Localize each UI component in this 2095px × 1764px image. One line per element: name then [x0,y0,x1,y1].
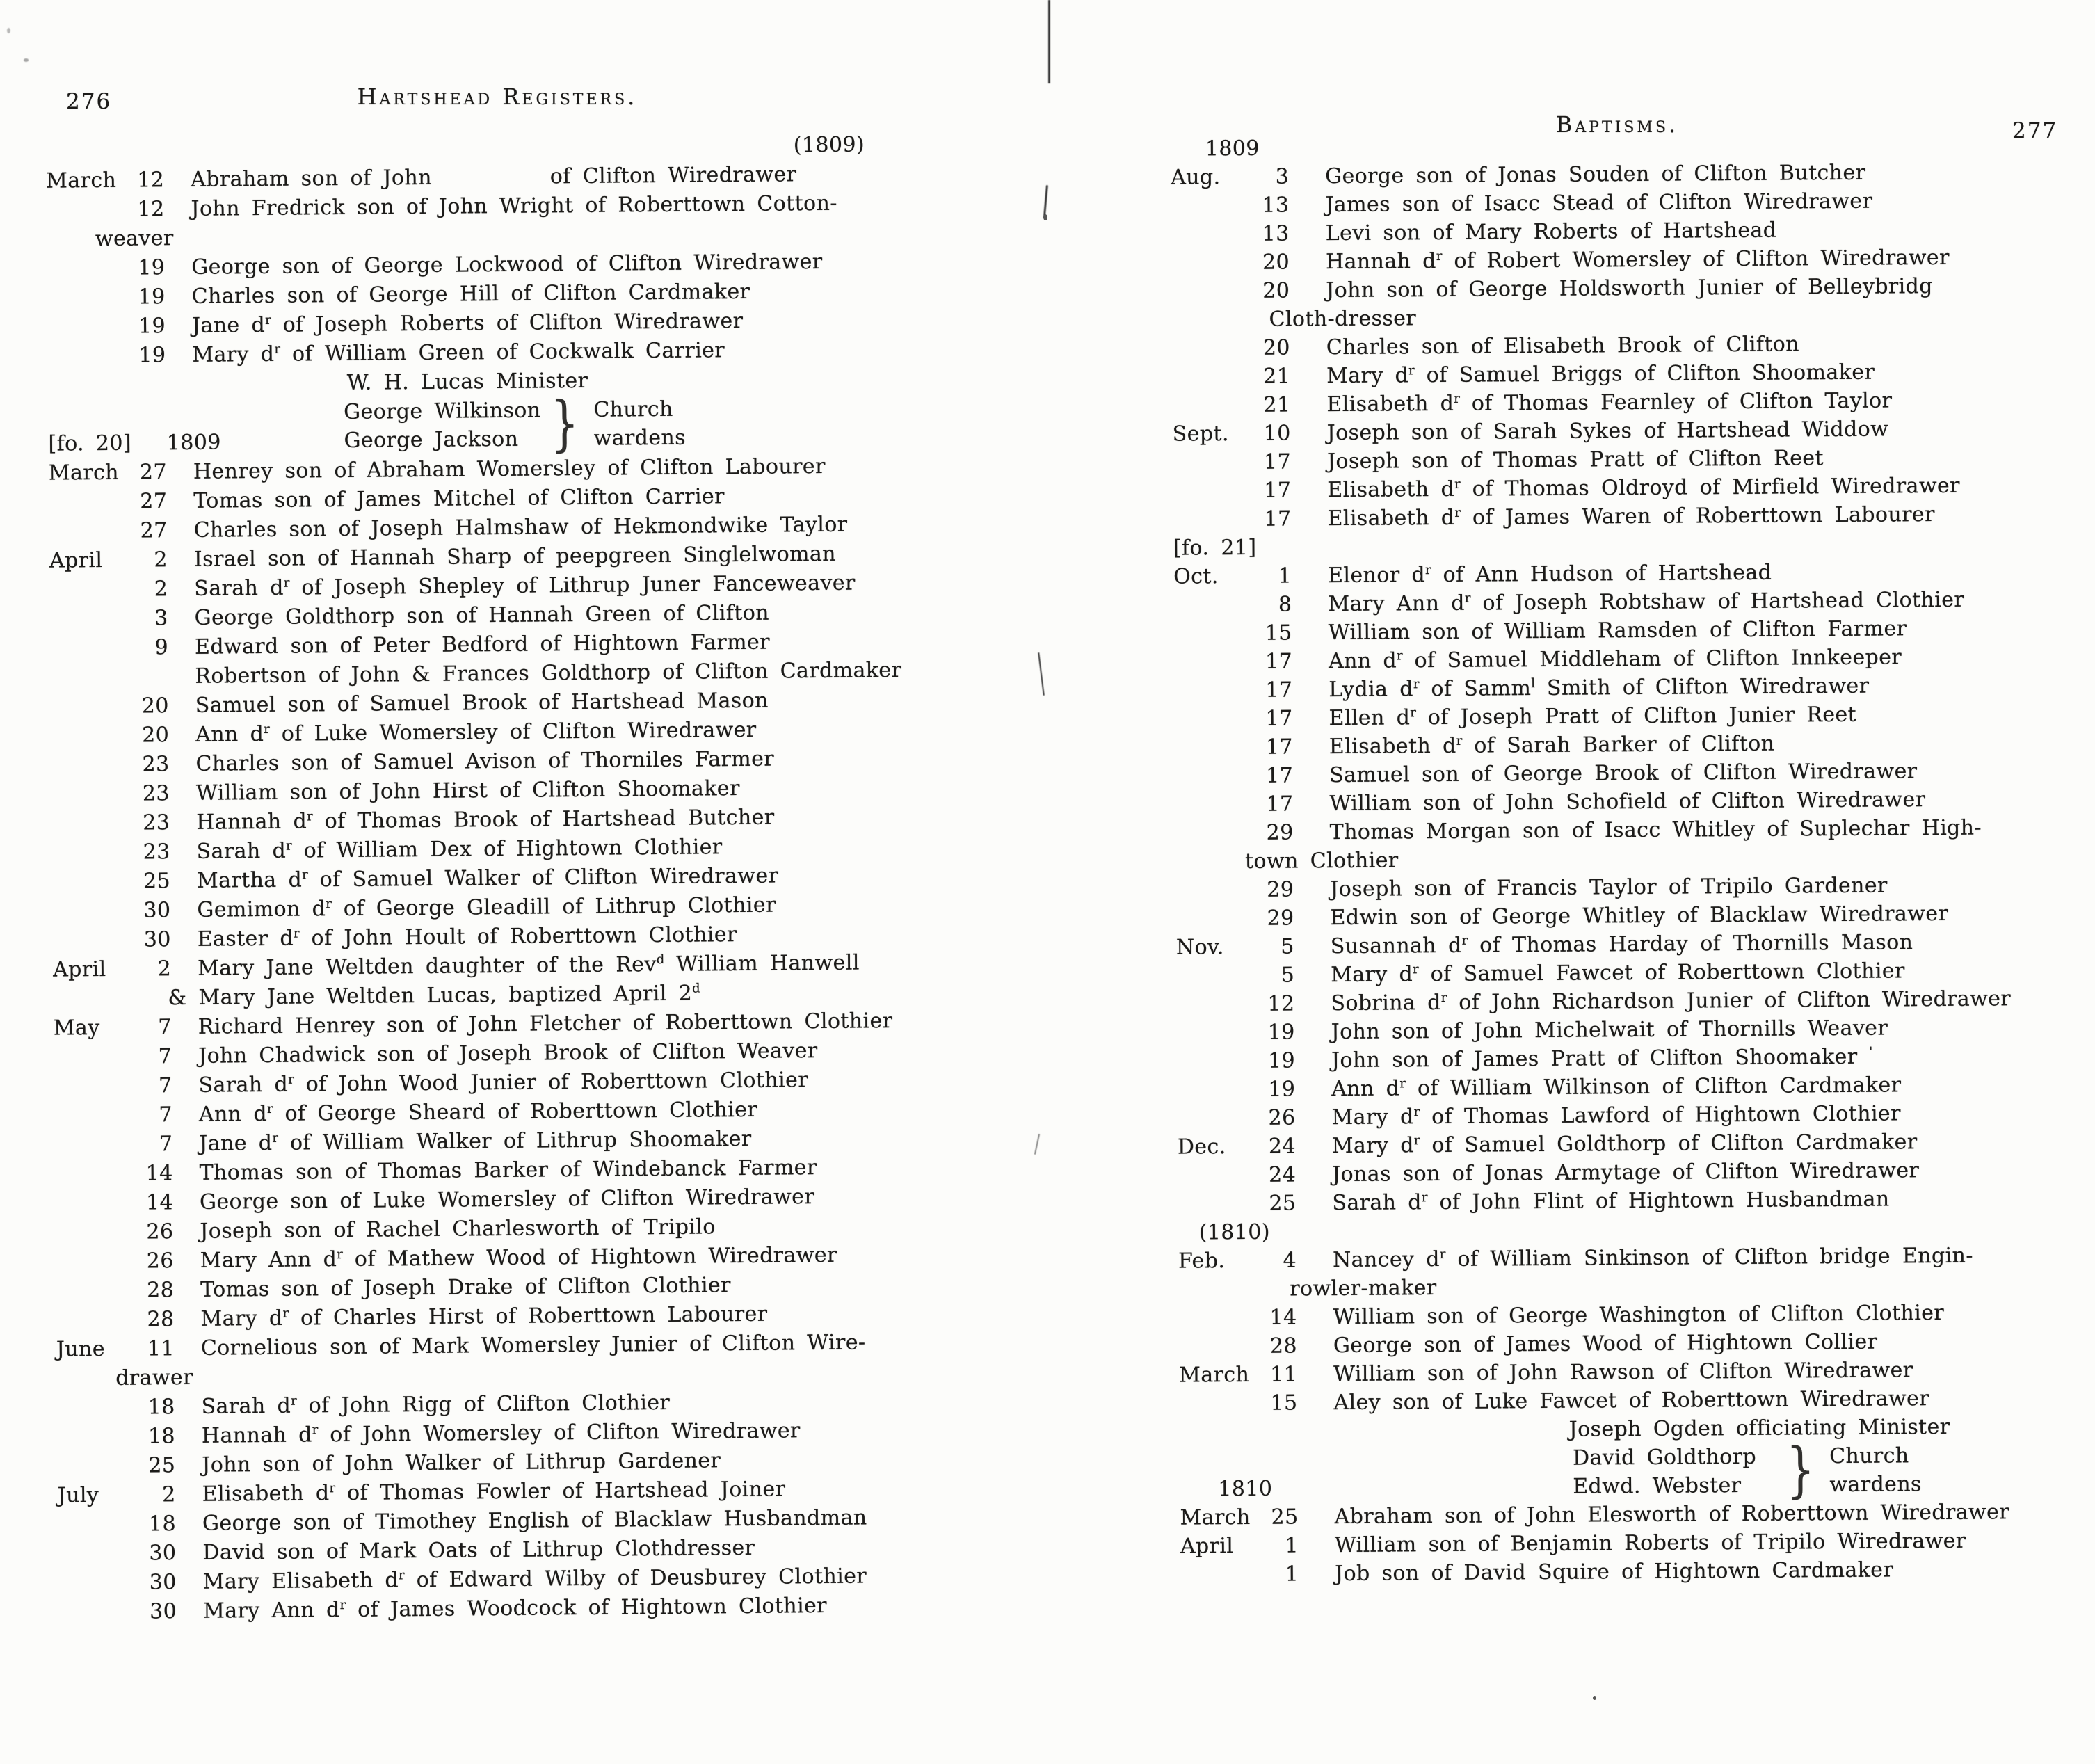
churchwarden-name: Edwd. Webster [1573,1473,1742,1499]
entry-text: Mary Ann $d^r$ of Joseph Robtshaw of Hartshead Clothier [1328,587,1965,617]
entry-month [1175,754,1255,755]
entry-month: Sept. [1172,422,1229,447]
entry-date: 17 [1266,792,1294,817]
continuation-line-text: rowler-maker [1290,1276,1437,1301]
entry-text: Charles son of Joseph Halmshaw of Hekmondwike Taylor [193,512,848,543]
entry-date: 21 [1263,392,1291,417]
entry-date: 28 [147,1307,175,1332]
entry-date: 26 [1268,1105,1296,1130]
entry-month [1179,1324,1259,1325]
entry-date: 1 [1285,1533,1299,1558]
right-page-entries [1171,129,2095,1589]
entry-date: 25 [143,869,171,894]
entry-month [1175,811,1255,812]
entry-date: 19 [138,314,166,339]
entry-month [1174,611,1254,612]
entry-text: Mary Jane Weltden daughter of the Rev$^d$ William Hanwell [197,950,860,981]
entry-month: April [1180,1534,1234,1559]
entry-date: 20 [1262,250,1290,275]
entry-month [56,1297,139,1298]
entry-text: Hannah $d^r$ of Thomas Brook of Hartshead Butcher [196,805,775,835]
entry-date: 26 [146,1249,174,1274]
entry-date: 3 [1275,164,1290,189]
entry-date: 29 [1267,906,1294,931]
entry-month: Feb. [1178,1249,1226,1274]
entry-date: 20 [1262,278,1290,303]
entry-text: Mary Ann $d^r$ of James Woodcock of Hightown Clothier [203,1593,828,1623]
entry-text: Charles son of Elisabeth Brook of Clifton [1326,332,1800,360]
entry-date: 17 [1264,478,1292,503]
entry-month [1175,725,1255,726]
entry-text: Mary $d^r$ of Thomas Lawford of Hightown Clothier [1331,1101,1901,1130]
fold-mark [1048,0,1050,83]
entry-date: 12 [1267,991,1295,1016]
margin-year-note-text: [fo. 21] [1173,535,1257,561]
entry-month [47,333,131,334]
churchwarden-label: wardens [593,425,687,451]
entry-date: 17 [1265,735,1293,760]
entry-month [58,1589,142,1590]
churchwarden-label: Church [593,396,673,422]
entry-date: 20 [142,723,170,748]
churchwarden-labels [1829,1441,1922,1499]
official-note-text: W. H. Lucas Minister [346,368,588,395]
entry-text: Sobrina $d^r$ of John Richardson Junier of Clifton Wiredrawer [1331,986,2012,1016]
entry-text: George Goldthorp son of Hannah Green of Clifton [194,600,770,630]
entry-date: 19 [1267,1048,1296,1073]
entry-date: 29 [1266,820,1294,845]
continuation-line-text: Cloth-dresser [1269,306,1417,332]
entry-text: William son of George Washington of Clifton Clothier [1333,1300,1945,1330]
entry-text: Joseph son of Sarah Sykes of Hartshead Widdow [1326,417,1889,446]
brace-glyph: } [549,389,579,459]
entry-date: 23 [142,781,170,806]
churchwarden-labels [593,395,686,454]
entry-date: 14 [1269,1305,1297,1330]
entry-date: 1 [1278,563,1292,588]
entry-month: Aug. [1171,165,1221,190]
entry-date: 24 [1269,1162,1297,1187]
entry-month [54,1122,138,1123]
entry-date: 30 [149,1541,177,1566]
entry-text: Elisabeth $d^r$ of Thomas Oldroyd of Mirfield Wiredrawer [1327,473,1960,503]
entry-text: Susannah $d^r$ of Thomas Harday of Thornills Mason [1330,930,1913,959]
entry-month [1171,269,1251,270]
fold-mark [1038,652,1045,696]
left-page-number: 276 [66,89,112,114]
entry-month [1174,640,1254,641]
ink-speck [1043,214,1048,220]
entry-text: Tomas son of Joseph Drake of Clifton Clothier [200,1273,731,1302]
ink-speck [1593,1696,1596,1700]
entry-month [49,596,133,597]
entry-month [54,1151,138,1152]
entry-date: 28 [1269,1333,1297,1358]
entry-month: March [46,168,117,193]
entry-month [50,625,134,626]
continuation-line-text: drawer [115,1365,194,1390]
entry-text: Charles son of Samuel Avison of Thorniles Farmer [195,746,775,776]
entry-month [52,917,136,918]
entry-text: George son of Jonas Souden of Clifton Butcher [1325,160,1866,189]
entry-month [1171,212,1251,213]
entry-text: Mary $d^r$ of Samuel Briggs of Clifton Shoomaker [1326,360,1875,389]
entry-text: Elisabeth $d^r$ of Thomas Fearnley of Clifton Taylor [1326,388,1893,417]
entry-month [1172,383,1252,384]
entry-text: William son of John Hirst of Clifton Shoomaker [195,776,740,805]
entry-month [1174,668,1254,669]
entry-text: John son of John Walker of Lithrup Gardener [202,1448,721,1477]
entry-text: Sarah $d^r$ of William Dex of Hightown Clothier [196,835,723,864]
entry-text: Abraham son of John Elesworth of Roberttown Wiredrawer [1334,1500,2010,1530]
entry-date: 2 [154,577,168,602]
entry-date: 23 [142,752,170,777]
folio-year-note: [fo. 20] 1809 [48,430,221,456]
entry-month: June [56,1337,106,1362]
entry-text: Hannah $d^r$ of Robert Womersley of Clifton Wiredrawer [1325,245,1950,275]
entry-text: Jane $d^r$ of William Walker of Lithrup Shoomaker [199,1126,752,1156]
entry-text: Edward son of Peter Bedford of Hightown Farmer [194,630,771,659]
entry-text: Edwin son of George Whitley of Blacklaw Wiredrawer [1330,901,1949,931]
entry-month [1174,697,1254,698]
entry-date: 7 [158,1015,172,1040]
entry-month [55,1180,138,1181]
entry-month [57,1443,141,1444]
continuation-line-text: & Mary Jane Weltden Lucas, baptized April 2$^d$ [168,981,700,1011]
entry-text: Jane $d^r$ of Joseph Roberts of Clifton Wiredrawer [191,308,744,338]
register-entry [1180,1554,2095,1589]
entry-month [47,304,131,305]
entry-text: Mary $d^r$ of Samuel Goldthorp of Clifton Cardmaker [1331,1130,1918,1159]
entry-date: 17 [1263,449,1292,474]
entry-text: Ann $d^r$ of George Sheard of Roberttown Clothier [198,1097,758,1127]
entry-date: 23 [143,810,170,835]
entry-text: Joseph son of Rachel Charlesworth of Tripilo [200,1214,716,1244]
entry-date: 8 [1278,592,1292,617]
entry-month [1178,1210,1258,1211]
entry-date: 17 [1264,506,1292,531]
entry-date: 23 [143,840,170,865]
churchwarden-name: George Wilkinson [343,398,541,424]
entry-date: 5 [1281,934,1294,959]
entry-date: 19 [1268,1077,1296,1102]
blank-surname-space [432,182,550,184]
entry-text: Jonas son of Jonas Armytage of Clifton Wiredrawer [1332,1158,1920,1187]
entry-month: Nov. [1175,935,1224,960]
entry-text: Easter $d^r$ of John Hoult of Roberttown Clothier [197,922,737,952]
entry-date: 17 [1266,763,1294,788]
entry-text: Thomas son of Thomas Barker of Windebanck Farmer [199,1155,817,1185]
entry-month: April [52,956,106,982]
entry-date: 15 [1265,620,1292,646]
entry-text: Samuel son of Samuel Brook of Hartshead Mason [195,688,769,718]
entry-date: 11 [147,1336,175,1361]
entry-date: 11 [1270,1362,1298,1387]
entry-date: 13 [1262,221,1290,246]
entry-date: 7 [158,1044,172,1069]
entry-date: 2 [157,956,172,981]
entry-text: Elisabeth $d^r$ of Thomas Fowler of Hartshead Joiner [202,1477,786,1507]
entry-text: Tomas son of James Mitchel of Clifton Carrier [193,484,725,513]
entry-text: Cornelious son of Mark Womersley Junier of Clifton Wire- [200,1330,866,1361]
entry-month: May [53,1016,100,1041]
entry-text: George son of James Wood of Hightown Collier [1333,1329,1878,1358]
entry-date: 2 [162,1482,176,1507]
entry-text: Joseph son of Thomas Pratt of Clifton Reet [1326,446,1824,474]
entry-text: William son of William Ramsden of Clifton Farmer [1328,616,1907,646]
entry-month [56,1268,139,1269]
entry-text: Gemimon $d^r$ of George Gleadill of Lithrup Clothier [197,892,776,922]
entry-date: 5 [1281,963,1295,988]
entry-text: Richard Henrey son of John Fletcher of Roberttown Clothier [198,1009,893,1039]
entry-text: John son of John Michelwait of Thornills Weaver [1331,1016,1888,1045]
entry-month [56,1326,140,1327]
entry-date: 17 [1265,677,1293,703]
entry-month [51,713,134,714]
entry-month [51,830,135,831]
entry-text: Charles son of George Hill of Clifton Cardmaker [191,279,750,309]
entry-text: John son of George Holdsworth Junier of Belleybridg [1326,274,1933,303]
entry-month [1177,1039,1257,1040]
entry-month: March [48,460,120,486]
entry-date: 2 [154,547,168,572]
entry-date: 9 [154,635,169,660]
entry-text: Levi son of Mary Roberts of Hartshead [1325,218,1777,246]
entry-date: 7 [159,1102,173,1128]
folio-year-note: 1810 [1218,1476,1273,1502]
entry-text: Joseph son of Francis Taylor of Tripilo Gardener [1330,873,1888,902]
entry-text: Martha $d^r$ of Samuel Walker of Clifton Wiredrawer [196,863,779,893]
entry-date: 30 [149,1570,177,1595]
fold-mark [1034,1134,1040,1155]
entry-text: Job son of David Squire of Hightown Cardmaker [1335,1557,1894,1587]
entry-date: 15 [1270,1390,1298,1416]
entry-date: 17 [1265,706,1293,731]
right-running-title: Baptisms. [1555,111,1679,138]
entry-date: 12 [137,197,165,222]
entry-date: 17 [1265,649,1293,674]
entry-text: Samuel son of George Brook of Clifton Wiredrawer [1329,759,1918,788]
entry-date: 25 [1271,1505,1299,1530]
entry-month [1176,925,1256,926]
entry-month: April [49,548,103,573]
entry-date: 29 [1267,877,1294,902]
entry-text: George son of Timothey English of Blacklaw Husbandman [202,1505,867,1536]
entry-month: Dec. [1177,1134,1226,1160]
entry-text: John Chadwick son of Joseph Brook of Clifton Weaver [198,1039,818,1068]
brace-glyph: } [1785,1435,1815,1505]
entry-text: William son of John Rawson of Clifton Wiredrawer [1333,1358,1913,1387]
entry-month [58,1531,141,1532]
entry-text: Ellen $d^r$ of Joseph Pratt of Clifton Junier Reet [1329,702,1857,731]
entry-text: John son of James Pratt of Clifton Shoomaker ' [1331,1044,1873,1073]
entry-date: 19 [138,284,166,310]
entry-date: 7 [159,1132,173,1157]
left-page-entries [46,129,988,1628]
entry-month [58,1560,142,1561]
entry-text: Mary $d^r$ of Samuel Fawcet of Roberttown Clothier [1331,959,1905,988]
entry-text: William son of Benjamin Roberts of Tripilo Wiredrawer [1334,1528,1966,1558]
churchwarden-names [1573,1443,1782,1501]
entry-month [57,1414,141,1415]
entry-date: 30 [143,927,171,952]
entry-date: 25 [148,1453,176,1478]
fold-mark [1043,185,1048,217]
entry-date: 24 [1268,1134,1296,1159]
entry-text: Ann $d^r$ of Luke Womersley of Clifton Wiredrawer [195,717,757,747]
entry-month [47,216,130,217]
entry-month [52,888,136,889]
entry-text: Ann $d^r$ of William Wilkinson of Clifton Cardmaker [1331,1073,1902,1102]
entry-date: 21 [1263,364,1291,389]
entry-text: Mary Ann $d^r$ of Mathew Wood of Hightown Wiredrawer [200,1242,837,1273]
entry-text: Henrey son of Abraham Womersley of Clifton Labourer [193,454,826,484]
entry-month [1179,1353,1259,1354]
churchwarden-label: wardens [1829,1472,1922,1498]
entry-month: July [57,1483,99,1508]
entry-text: Israel son of Hannah Sharp of peepgreen Singlelwoman [193,541,837,572]
entry-month [1173,469,1253,470]
entry-text: William son of John Schofield of Clifton Wiredrawer [1329,787,1926,817]
entry-date: 7 [158,1073,172,1098]
ink-speck [24,58,29,62]
entry-text: Elisabeth $d^r$ of James Waren of Roberttown Labourer [1327,502,1935,531]
entry-date: 27 [139,460,168,485]
entry-date: 18 [147,1424,176,1449]
entry-date: 20 [1262,335,1290,360]
entry-text: Mary $d^r$ of Charles Hirst of Roberttown Labourer [200,1301,768,1331]
entry-text: Lydia $d^r$ of Samm$^l$ Smith of Clifton Wiredrawer [1329,673,1870,703]
churchwarden-label: Church [1829,1443,1909,1469]
entry-text: Elisabeth $d^r$ of Sarah Barker of Clifton [1329,731,1775,760]
churchwarden-names [344,396,546,456]
entry-text: Mary $d^r$ of William Green of Cockwalk Carrier [192,338,725,367]
entry-month [1176,982,1256,983]
churchwarden-name: David Goldthorp [1572,1444,1757,1470]
left-running-title: Hartshead Registers. [357,83,638,110]
entry-text: Sarah $d^r$ of John Wood Junier of Roberttown Clothier [198,1068,809,1098]
entry-text: Mary Elisabeth $d^r$ of Edward Wilby of Deusburey Clothier [202,1564,867,1594]
entry-date: 3 [154,606,168,631]
entry-date: 13 [1262,193,1290,218]
entry-text: Abraham son of John of Clifton Wiredrawer [191,162,797,192]
entry-text: Sarah $d^r$ of John Flint of Hightown Husbandman [1332,1187,1890,1216]
entry-date: 10 [1263,421,1291,446]
entry-month [1180,1410,1260,1411]
entry-date: 4 [1283,1248,1297,1273]
entry-month [1173,497,1253,498]
entry-text: Elenor $d^r$ of Ann Hudson of Hartshead [1328,560,1772,588]
ink-speck [7,28,10,33]
entry-date: 30 [143,898,171,923]
entry-date: 19 [1267,1020,1295,1045]
entry-date: 18 [147,1395,175,1420]
margin-year-note-text: (1810) [1198,1219,1271,1245]
entry-text: Thomas Morgan son of Isacc Whitley of Suplechar High- [1329,815,1982,845]
margin-year-note-text: 1809 [1205,136,1260,161]
entry-text: Hannah $d^r$ of John Womersley of Clifton Wiredrawer [201,1418,801,1448]
entry-text: James son of Isacc Stead of Clifton Wiredrawer [1325,189,1873,218]
continuation-line-text: town Clothier [1244,848,1399,874]
entry-text: Nancey $d^r$ of William Sinkinson of Clifton bridge Engin- [1332,1243,1973,1273]
entry-month [1177,1096,1257,1097]
margin-year-note-text: (1809) [793,132,865,158]
entry-date: 14 [145,1161,173,1186]
entry-month [49,508,132,509]
official-note-text: Joseph Ogden officiating Minister [1568,1414,1950,1442]
entry-month [48,362,131,363]
entry-date: 28 [147,1278,175,1303]
entry-month [51,771,135,772]
churchwarden-name: George Jackson [344,426,519,453]
entry-month: March [1180,1505,1251,1530]
entry-text: Sarah $d^r$ of John Rigg of Clifton Clothier [201,1390,671,1419]
churchwardens-block [48,389,977,459]
entry-text: John Fredrick son of John Wright of Roberttown Cotton- [191,191,837,221]
entry-text: Robertson of John & Frances Goldthorp of Clifton Cardmaker [195,657,902,689]
entry-month [55,1239,138,1240]
entry-date: 19 [138,343,166,368]
churchwardens-block [1180,1435,2095,1505]
entry-date: 1 [1285,1562,1299,1587]
entry-month: Oct. [1173,564,1219,589]
entry-date: 26 [146,1219,174,1244]
entry-text: David son of Mark Oats of Lithrup Clothdresser [202,1535,755,1565]
entry-date: 12 [137,168,165,193]
entry-month [51,742,134,743]
entry-text: Sarah $d^r$ of Joseph Shepley of Lithrup Juner Fanceweaver [194,570,856,601]
entry-month [52,859,136,860]
entry-month: March [1179,1362,1250,1388]
entry-date: 25 [1269,1191,1297,1216]
right-page-number: 277 [2012,118,2058,143]
entry-date: 30 [150,1599,177,1624]
entry-date: 18 [148,1512,177,1537]
entry-date: 14 [145,1190,174,1215]
entry-date: 19 [138,255,166,280]
entry-month [1180,1581,1260,1582]
entry-date: 27 [140,489,168,514]
entry-date: 27 [140,518,168,543]
entry-text: George son of Luke Womersley of Clifton Wiredrawer [199,1185,815,1214]
entry-text: George son of George Lockwood of Clifton Wiredrawer [191,249,823,280]
entry-text: Aley son of Luke Fawcet of Roberttown Wiredrawer [1333,1386,1930,1416]
entry-text: Ann $d^r$ of Samuel Middleham of Clifton Innkeeper [1328,645,1902,674]
entry-month [1173,526,1253,527]
continuation-line-text: weaver [95,226,174,252]
entry-date: 20 [141,693,169,719]
